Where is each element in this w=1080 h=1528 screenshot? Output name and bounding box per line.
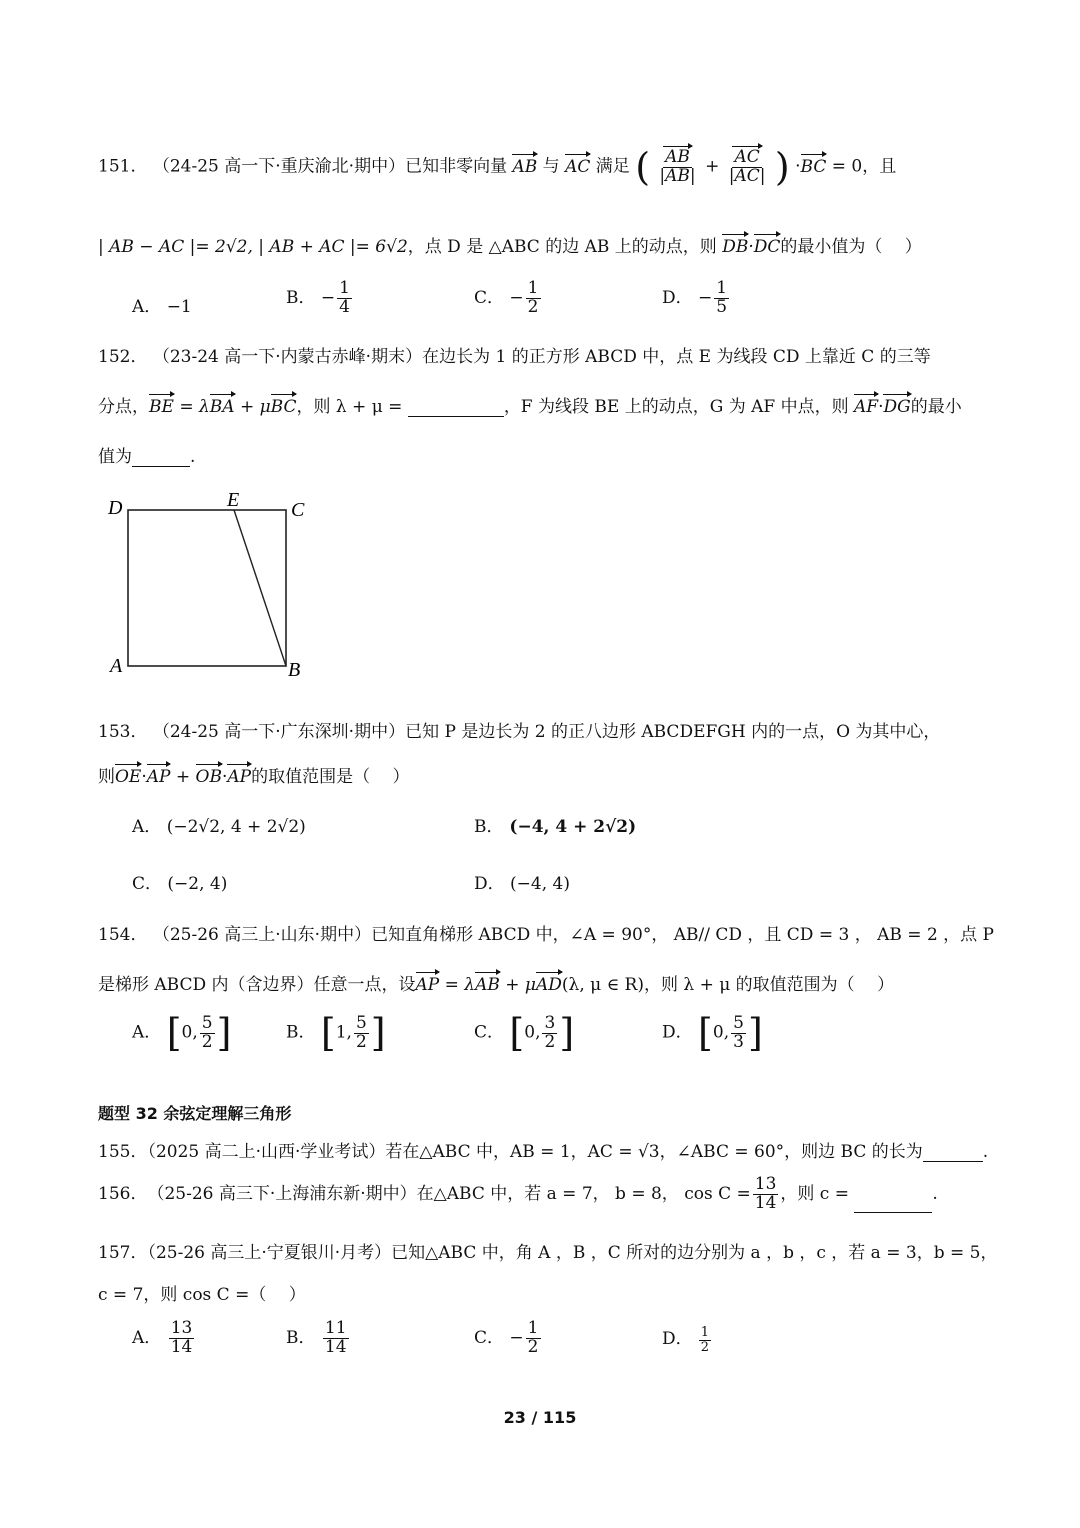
square-abcd	[128, 510, 286, 666]
q152-line2: 分点，BE = λBA + μBC，则 λ + μ = ，F 为线段 BE 上的动点，G 为 AF 中点，则 AF·DG的最小	[98, 397, 962, 417]
q154-option-c[interactable]: C． [0, $\frac{3}{2}$ ]	[474, 1011, 575, 1055]
q152-line3: 值为 .	[98, 447, 196, 467]
square-figure	[100, 486, 320, 682]
label-c: C	[291, 499, 305, 521]
q157-option-c[interactable]: C． − $\frac{1}{2}$	[474, 1318, 539, 1357]
q156-line: 156． （25-26 高三下·上海浦东新·期中）在△ABC 中，若 a = 7， b = 8， cos C = $\frac{13}{14}$ ，则 c = .	[98, 1174, 938, 1213]
q151-line2: | AB − AC |= 2√2, | AB + AC |= 6√2，点 D 是 △ABC 的边 AB 上的动点，则 DB·DC的最小值为（ ）	[98, 237, 922, 257]
q157-option-a[interactable]: A． $\frac{13}{14}$	[132, 1318, 193, 1357]
q152-blank-1[interactable]	[408, 396, 504, 417]
q153-option-d[interactable]: D． (−4, 4)	[474, 874, 570, 894]
q153-option-c[interactable]: C． (−2, 4)	[132, 874, 228, 894]
section-heading: 题型 32 余弦定理解三角形	[98, 1104, 292, 1123]
q151-option-c[interactable]: C． − $\frac{1}{2}$	[474, 278, 539, 317]
q154-line2: 是梯形 ABCD 内（含边界）任意一点，设AP = λAB + μAD(λ, μ ∈ R)，则 λ + μ 的取值范围为（ ）	[98, 975, 895, 995]
label-e: E	[227, 489, 240, 511]
q157-option-b[interactable]: B． $\frac{11}{14}$	[286, 1318, 347, 1357]
q151-option-d[interactable]: D． − $\frac{1}{5}$	[662, 278, 728, 317]
q154-option-a[interactable]: A． [0, $\frac{5}{2}$ ]	[132, 1011, 232, 1055]
q157-line1: 157．（25-26 高三上·宁夏银川·月考）已知△ABC 中，角 A ，B ，C 所对的边分别为 a ，b ，c ，若 a = 3，b = 5，	[98, 1243, 998, 1263]
label-d: D	[108, 497, 123, 519]
q151-option-a[interactable]: A． −1	[132, 297, 192, 317]
q153-option-a[interactable]: A． (−2√2, 4 + 2√2)	[132, 817, 306, 837]
q153-line1: 153． （24-25 高一下·广东深圳·期中）已知 P 是边长为 2 的正八边形 ABCDEFGH 内的一点，O 为其中心，	[98, 722, 941, 742]
q151-frac-ac: $\frac{AC}{|AC|}$	[728, 146, 766, 186]
q157-line2: c = 7，则 cos C =（ ）	[98, 1285, 306, 1305]
label-a: A	[110, 655, 123, 677]
q154-line1: 154． （25-26 高三上·山东·期中）已知直角梯形 ABCD 中，∠A = 90°， AB// CD ，且 CD = 3 ， AB = 2 ，点 P	[98, 925, 995, 945]
q151-frac-ab: $\frac{AB}{|AB|}$	[659, 146, 696, 186]
q157-option-d[interactable]: D． $\frac{1}{2}$	[662, 1325, 710, 1355]
q153-line2: 则OE·AP + OB·AP的取值范围是（ ）	[98, 767, 410, 787]
q155-line: 155．（2025 高二上·山西·学业考试）若在△ABC 中，AB = 1，AC = √3，∠ABC = 60°，则边 BC 的长为 .	[98, 1142, 989, 1162]
q154-option-b[interactable]: B． [1, $\frac{5}{2}$ ]	[286, 1011, 386, 1055]
q152-blank-2[interactable]	[132, 446, 190, 467]
label-b: B	[288, 659, 301, 681]
q154-option-d[interactable]: D． [0, $\frac{5}{3}$ ]	[662, 1011, 763, 1055]
page-number: 23 / 115	[503, 1408, 577, 1427]
q156-blank[interactable]	[854, 1192, 932, 1213]
q153-option-b[interactable]: B． (−4, 4 + 2√2)	[474, 817, 637, 837]
segment-be	[234, 510, 286, 666]
q152-line1: 152． （23-24 高一下·内蒙古赤峰·期末）在边长为 1 的正方形 ABCD 中，点 E 为线段 CD 上靠近 C 的三等	[98, 347, 931, 367]
q151-line1: 151． （24-25 高一下·重庆渝北·期中）已知非零向量 AB 与 AC 满足 ( $\frac{AB}{|AB|}$ + $\frac{AC}{|AC|}$ ) ·BC = 0，且	[98, 145, 897, 189]
q151-option-b[interactable]: B． − $\frac{1}{4}$	[286, 278, 350, 317]
q155-blank[interactable]	[923, 1141, 983, 1162]
